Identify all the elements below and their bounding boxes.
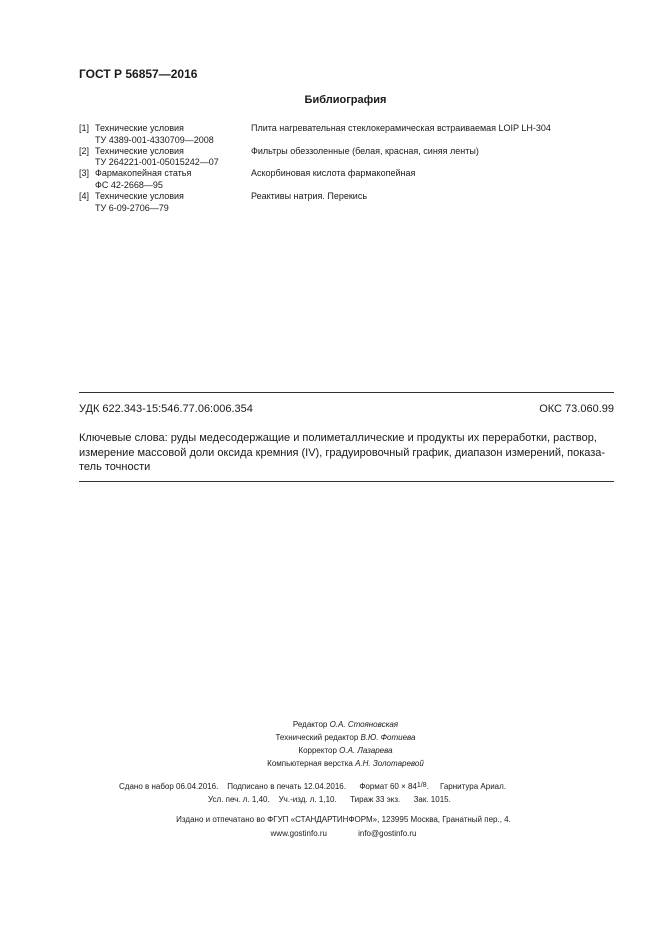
print-info-line-2 [208,793,451,806]
credits [0,718,661,770]
ref-code: ФС 42-2668—95 [95,179,163,190]
standard-number: ГОСТ Р 56857—2016 [79,67,198,81]
credit-name: В.Ю. Фотиева [360,733,416,742]
credit-name: О.А. Стояновская [329,720,399,729]
ref-code: ТУ 4389-001-4330709—2008 [95,134,214,145]
print-sheets: Усл. печ. л. 1,40. [208,795,270,804]
print-circulation: Тираж 33 экз. [350,795,401,804]
ref-code: ТУ 6-09-2706—79 [95,202,169,213]
credit-role: Редактор [292,720,328,729]
bibliography-title: Библиография [304,94,387,106]
credit-line [30,744,661,757]
divider-bottom [79,481,614,482]
publisher-line: Издано и отпечатано во ФГУП «СТАНДАРТИНФОРМ», 123995 Москва, Гранатный пер., 4. [176,815,511,824]
print-date-set: Сдано в набор 06.04.2016. [119,782,219,791]
udk-code: УДК 622.343-15:546.77.06:006.354 [79,403,253,415]
publisher-email[interactable]: info@gostinfo.ru [358,829,417,838]
divider-top [79,392,614,393]
credit-line [30,718,661,731]
ref-number: [3] [79,168,90,178]
credit-role: Компьютерная верстка [267,759,353,768]
ref-title: Плита нагревательная стеклокерамическая встраиваемая LOIP LH-304 [251,123,551,133]
keywords [79,431,614,475]
ref-type: Технические условия [95,123,184,133]
print-info-line-1: Сдано в набор 06.04.2016. Подписано в печать 12.04.2016. Формат 60 × 841/8. Гарнитура Ариал. [119,782,506,791]
credit-line [30,731,661,744]
ref-type: Технические условия [95,191,184,201]
ref-number: [4] [79,191,90,201]
print-order: Зак. 1015. [413,795,451,804]
ref-title: Аскорбиновая кислота фармакопейная [251,168,416,178]
keywords-line: измерение массовой доли оксида кремния (IV), градуировочный график, диапазон измерений, показа- [79,446,606,459]
ref-type: Фармакопейная статья [95,168,192,178]
print-typeface: Гарнитура Ариал. [439,782,506,791]
print-edition-sheets: Уч.-изд. л. 1,10. [278,795,337,804]
credit-role: Технический редактор [275,733,359,742]
ref-code: ТУ 264221-001-05015242—07 [95,157,219,167]
ref-type: Технические условия [95,145,184,156]
credit-role: Корректор [298,746,337,755]
ref-number: [1] [79,123,90,133]
ref-number: [2] [79,145,90,156]
print-format-fraction: 1/8 [416,782,427,789]
oks-code: ОКС 73.060.99 [539,403,614,415]
keywords-line: тель точности [79,461,151,473]
credit-name: А.Н. Золотаревой [355,759,424,768]
print-date-signed: Подписано в печать 12.04.2016. [227,782,346,791]
keywords-line: Ключевые слова: руды медесодержащие и полиметаллические и продукты их переработки, раствор, [79,432,597,444]
ref-title: Реактивы натрия. Перекись [251,191,368,201]
credit-name: О.А. Лазарева [339,746,393,755]
ref-title: Фильтры обеззоленные (белая, красная, синяя ленты) [251,145,479,156]
publisher-contacts [0,829,661,838]
print-format: Формат 60 × 84 [359,782,417,791]
credit-line [30,757,661,770]
publisher-website[interactable]: www.gostinfo.ru [270,829,327,838]
